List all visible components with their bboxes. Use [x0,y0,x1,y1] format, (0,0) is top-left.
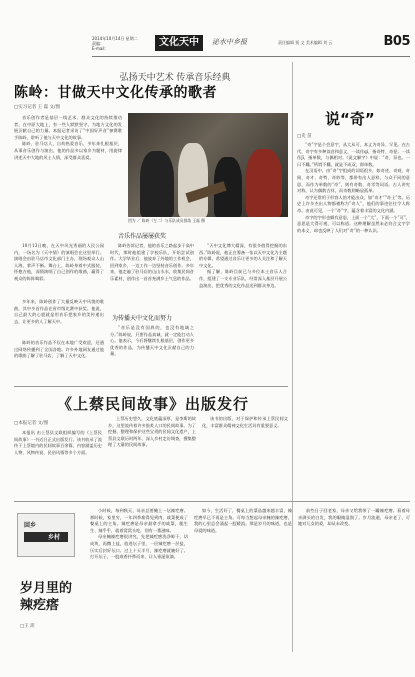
lead-body-lower-mid-para: “音乐是没有国界的，也没有地域之分。”陈岭说，只要作品真诚，就一定能打动人心。他表示，今后将继续扎根基层，创作更多优秀的作品，为传播天中文化贡献自己的力量。 [110,325,194,357]
photo-figure [246,149,282,217]
column-body-para: “奇”字是个会意字，从大从可，本义为奇异、罕见。在古代，奇字有多种读音和意义，一读作qí，指奇特、奇怪；一读作jī，指单数，与偶相对。《说文解字》中说：“奇，异也。一曰不耦。”所谓不耦，就是不成双，即单数。 [297,142,410,167]
column-body-para-4: 奇字的字形也颇有意思，上面一个“大”，下面一个“可”，意思是大得可观、可以称道。这种理解虽然未必符合文字学的本义，却也反映了人们对“奇”的一种认识。 [297,214,410,233]
lead-byline: □实习记者 王 磊 文/图 [14,105,61,110]
lead-body-lower-left [14,340,104,382]
book-body-b [108,416,196,496]
essay-body-a-para: 小时候，每到秋天，母亲总要腌上一坛辣疙瘩。那时候，家里穷，一年四季难得见到肉，咸菜便成了餐桌上的主角。辣疙瘩是母亲最拿手的咸菜，脆生生、辣乎乎，就着窝窝头吃，别有一番滋味。 [90,508,188,533]
section-ornament [17,513,75,557]
lead-body-right-para: “天中文化博大精深，有很多值得挖掘的东西。”陈岭说，他正在筹备一张以天中文化为主题的专辑，希望通过音乐让更多的人关注和了解天中文化。 [199,243,287,268]
essay-title: 岁月里的辣疙瘩 [20,581,73,613]
photo-figure [140,151,174,217]
book-body-b-para: 上蔡历史悠久，文化底蕴深厚，是李斯的故乡，这里流传着许多脍炙人口的民间故事。为了挖掘、整理和保护这些宝贵的民间文化遗产，上蔡县文联历时两年，深入乡村走访调查，搜集整理了大量的民间故事。 [108,416,196,448]
page-number: B05 [383,34,410,49]
essay-body-c-para: 如今，生活好了，餐桌上的菜品越来越丰富，辣疙瘩早已不再是主角。可每当想起母亲腌的辣疙瘩，我的心里总会涌起一股暖流。那是岁月的味道，也是母爱的味道。 [194,508,292,533]
book-byline: □本报记者 文/图 [14,421,49,426]
column-body-para-2: 在汉语中，由“奇”字组成的词语很多，如奇迹、奇观、奇闻、奇才、奇特、奇妙等，都带有出人意料、与众不同的意思。而作为单数的“奇”，则有奇数、奇零等词语。古人讲究对称，认为偶数吉祥，而奇数则略显孤单。 [297,168,410,194]
essay-author: □王 沛 [20,624,35,629]
header-date: 2014年10月14日 星期二 [92,36,138,41]
essay-body-d-para: 前些日子回老家，母亲又给我带了一罐辣疙瘩。看着母亲满头的白发，我的眼睛湿润了。岁月流逝，母亲老了，可她对儿女的爱，却从未改变。 [298,508,410,527]
lead-body-mid [110,243,194,308]
column-byline: □史 苗 [297,134,312,139]
lead-body-right [199,243,287,339]
column-title: 说“奇” [325,110,375,128]
book-body-c-para: 该书的出版，对于保护和传承上蔡民间文化，丰富群众精神文化生活具有重要意义。 [202,416,288,428]
lead-body-left-2 [14,299,104,339]
photo-caption: 图为 ／ 陈岭（左二）与乐队成员排练 王磊 摄 [128,218,205,223]
essay-body-c [194,508,292,668]
ornament-bar [24,532,68,542]
lead-intro [14,115,122,227]
subhead-spreading: 为传播天中文化而努力 [112,315,173,322]
book-body-a-para: 本报讯 由上蔡县文联组织编写的《上蔡民间故事》一书近日正式出版发行。该书收录了流传于上蔡境内的民间故事百余篇，内容涵盖历史人物、风物传说、民俗风情等多个方面。 [14,430,102,455]
header-staff: 责任编辑 贾 文 美术编辑 刘 云 [278,40,333,45]
ornament-label: 乡村 [48,534,61,541]
lead-body-mid-para: 陈岭告诉记者，他的音乐之路起步于高中时代，那时他组建了学校乐队，开始尝试创作。大学毕业后，他放弃了外地的工作机会，回到家乡，一边工作一边坚持音乐创作。多年来，他走遍了驻马店的山山水水，收集民间音乐素材，创作出一首首充满乡土气息的作品。 [110,243,194,281]
photo-figure [178,143,208,217]
essay-body-a [90,508,188,668]
essay-body-d [298,508,410,668]
header-email: E-mail： [92,46,109,51]
book-headline: 《上蔡民间故事》出版发行 [56,395,249,413]
header-editor: 责编： [92,41,104,46]
book-body-c [202,416,288,496]
lead-body-right-para-2: 据了解，陈岭目前已与多位本土音乐人合作，组建了一支专业乐队，经常深入基层开展公益演出，把优秀的文化作品送到群众身边。 [199,269,287,288]
lead-body-left-para: 10月13日晚，在天中风光秀丽的人民公园内，一场名为《天中情》的演唱会在这里举行。演唱会由驻马店市文化部门主办，现场观众人山人海，掌声不断。舞台上，陈岭身着中式服装，怀抱吉他，深情演唱了自己创作的歌曲，赢得了观众的阵阵喝彩。 [14,243,104,281]
lead-body-lower-mid [110,325,194,381]
lead-intro-para: 音乐创作者是基层一线艺术、群众文化的持续推动者，在中原大地上，有一些人默默坚守，为地方文化的发展贡献自己的力量。本报记者采访了“中国好声音”参赛歌手陈岭，聆听了他与天中文化的故事。 [14,115,122,140]
header-rule [92,56,410,57]
page-header [92,34,410,54]
essay-body-b-para: 母亲腌辣疙瘩很讲究。先把辣疙瘩洗净晾干，切成块，再撒上盐，放进坛子里，一层辣疙瘩一层盐，压实后封好坛口。过上十天半月，辣疙瘩就腌好了。打开坛子，一股咸香扑鼻而来，让人垂涎欲滴。 [90,534,188,560]
lead-kicker: 弘扬天中艺术 传承音乐经典 [119,73,231,83]
book-body-a [14,430,102,496]
lead-body-lower-left-para: 陈岭的音乐作品不仅在本地广受欢迎，还通过网络传播到了全国各地。许多外地网友通过他的歌曲了解了驻马店，了解了天中文化。 [14,340,104,359]
article-divider [14,501,410,502]
column-body [297,142,410,496]
subhead-awards: 音乐作品屡屡获奖 [118,233,167,240]
lead-body-left [14,243,104,299]
lead-headline: 陈岭：甘做天中文化传承的歌者 [14,85,217,101]
lead-photo [128,113,288,217]
section-title: 文化天中 [155,35,203,51]
lead-intro-para-2: 陈岭，驻马店人，自幼热爱音乐，多年来扎根基层，从事音乐创作与演出，他的作品多以家乡为题材，用旋律讲述天中大地的风土人情，深受群众喜爱。 [14,141,122,160]
column-body-para-3: 奇字还常用于形容人的才能出众，如“奇才”“奇士”等。历史上许多杰出人物都被称为“奇人”，他们的事迹往往令人称奇。由此可见，一个“奇”字，蕴含着丰富的文化内涵。 [297,194,410,213]
article-divider [14,386,288,387]
ornament-tag: 回乡 [24,522,37,529]
lead-body-left-para-2: 多年来，陈岭创作了大量反映天中风貌的歌曲，其中多首作品在省市级比赛中获奖。他说，自己最大的心愿就是用音乐把家乡的美传递出去，让更多的人了解天中。 [14,299,104,324]
column-divider [292,62,293,652]
paper-brand: 泌水中乡报 [212,38,247,46]
header-meta [92,36,154,51]
